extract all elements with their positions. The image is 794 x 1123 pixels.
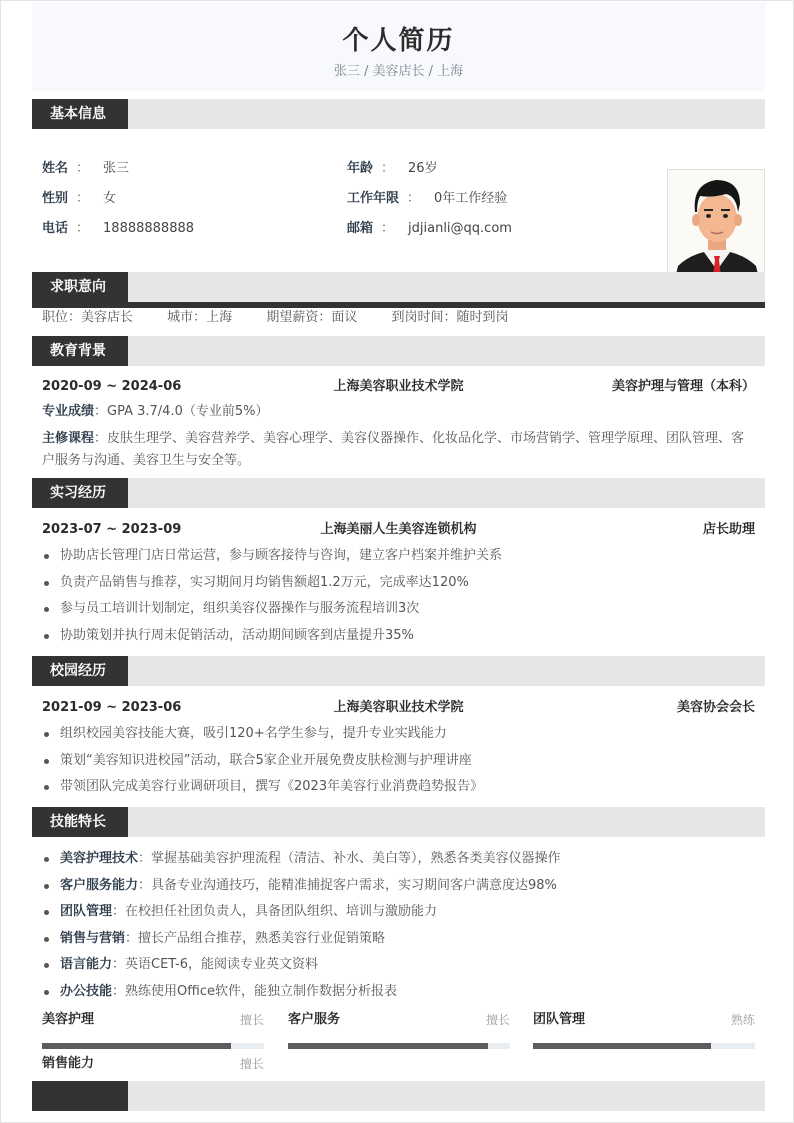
list-item: 策划“美容知识进校园”活动，联合5家企业开展免费皮肤检测与护理讲座: [42, 748, 755, 775]
section-header-skills: [32, 807, 765, 837]
education-block: [32, 366, 765, 478]
list-item: 协助策划并执行周末促销活动，活动期间顾客到店量提升35%: [42, 623, 755, 650]
education-gpa: [32, 401, 765, 423]
info-name: [42, 160, 129, 178]
skill-text: ：英语CET-6，能阅读专业英文资料: [112, 957, 319, 972]
list-item: 负责产品销售与推荐，实习期间月均销售额超1.2万元，完成率达120%: [42, 570, 755, 597]
intent-arrival: 到岗时间：随时到岗: [391, 310, 509, 325]
resume-header: [32, 2, 765, 91]
skill-text: ：具备专业沟通技巧，能精准捕捉客户需求，实习期间客户满意度达98%: [138, 877, 557, 893]
internship-list: [32, 543, 765, 649]
intent-position: 职位：美容店长: [42, 310, 134, 325]
list-item: 参与员工培训计划制定，组织美容仪器操作与服务流程培训3次: [42, 596, 755, 623]
info-label: 邮箱: [347, 221, 374, 236]
section-title-intent: 求职意向: [32, 272, 128, 302]
courses-label: 主修课程: [42, 431, 95, 446]
education-major: 美容护理与管理（本科）: [611, 379, 755, 394]
education-period: 2020-09 ~ 2024-06: [42, 379, 182, 394]
colon: ：: [381, 221, 395, 236]
info-phone: [42, 220, 194, 238]
skill-bar-level: 熟练: [730, 1013, 755, 1027]
section-header-next: [32, 1081, 765, 1111]
divider: [32, 302, 765, 308]
skill-bar-name: 团队管理: [533, 1012, 586, 1027]
education-school: 上海美容职业技术学院: [333, 379, 464, 394]
section-header-internship: [32, 478, 765, 508]
intent-city: 城市：上海: [167, 310, 233, 325]
skill-text: ：掌握基础美容护理流程（清洁、补水、美白等），熟悉各类美容仪器操作: [138, 851, 561, 866]
progress-track: [533, 1043, 755, 1049]
education-row: [32, 378, 765, 396]
campus-role: 美容协会会长: [676, 700, 755, 715]
info-value: 张三: [103, 161, 130, 176]
section-title-internship: 实习经历: [32, 478, 128, 508]
list-item: [42, 979, 755, 1006]
campus-row: [32, 699, 765, 717]
list-item: [42, 899, 755, 926]
skill-label: 美容护理技术: [60, 851, 139, 866]
internship-block: [32, 508, 765, 656]
skill-bar-name: 客户服务: [288, 1012, 341, 1027]
resume-page: [32, 1, 765, 1111]
colon: ：: [381, 161, 395, 176]
education-courses: [32, 428, 765, 478]
campus-block: [32, 686, 765, 807]
skill-label: 销售与营销: [60, 930, 126, 946]
colon: ：: [76, 161, 90, 176]
info-label: 姓名: [42, 161, 69, 176]
page-subtitle: 张三 / 美容店长 / 上海: [333, 64, 464, 79]
skill-text: ：在校担任社团负责人，具备团队组织、培训与激励能力: [112, 904, 438, 919]
info-years: [347, 190, 507, 208]
info-value: 女: [103, 191, 117, 206]
internship-company: 上海美丽人生美容连锁机构: [320, 522, 477, 537]
skill-bar-name: 美容护理: [42, 1012, 95, 1027]
info-gender: [42, 190, 116, 208]
section-title-next: [32, 1081, 128, 1111]
section-title-campus: 校园经历: [32, 656, 128, 686]
list-item: 组织校园美容技能大赛，吸引120+名学生参与，提升专业实践能力: [42, 721, 755, 748]
skill-label: 语言能力: [60, 957, 113, 972]
skill-bar-name: 销售能力: [42, 1056, 95, 1071]
list-item: 带领团队完成美容行业调研项目，撰写《2023年美容行业消费趋势报告》: [42, 774, 755, 801]
progress-fill: [533, 1043, 711, 1049]
colon: ：: [76, 191, 90, 206]
list-item: 协助店长管理门店日常运营，参与顾客接待与咨询，建立客户档案并维护关系: [42, 543, 755, 570]
skill-bar-item: [288, 1011, 510, 1049]
section-header-intent: [32, 272, 765, 302]
skill-label: 客户服务能力: [60, 877, 139, 893]
page-title: 个人简历: [342, 26, 455, 56]
skill-bar-level: 擅长: [239, 1057, 264, 1071]
list-item: [42, 926, 755, 953]
list-item: [42, 873, 755, 900]
internship-period: 2023-07 ~ 2023-09: [42, 522, 182, 537]
colon: ：: [407, 191, 421, 206]
section-header-education: [32, 336, 765, 366]
skill-bar-item: [533, 1011, 755, 1049]
info-label: 电话: [42, 221, 69, 236]
skill-text: ：熟练使用Office软件，能独立制作数据分析报表: [112, 983, 397, 999]
courses-value: ：皮肤生理学、美容营养学、美容心理学、美容仪器操作、化妆品化学、市场营销学、管理学原理、团队管理、客户服务与沟通、美容卫生与安全等。: [42, 431, 745, 468]
gpa-label: 专业成绩: [42, 404, 95, 419]
campus-period: 2021-09 ~ 2023-06: [42, 700, 182, 715]
internship-role: 店长助理: [702, 522, 755, 537]
list-item: [42, 846, 755, 873]
info-age: [347, 160, 438, 178]
skill-bar-level: 擅长: [239, 1013, 264, 1027]
colon: ：: [76, 221, 90, 236]
section-title-education: 教育背景: [32, 336, 128, 366]
internship-row: [32, 521, 765, 539]
skill-bar-item: [42, 1011, 264, 1049]
progress-track: [288, 1043, 510, 1049]
skill-text: ：擅长产品组合推荐，熟悉美容行业促销策略: [125, 930, 386, 946]
campus-org: 上海美容职业技术学院: [333, 700, 464, 715]
skills-list: [32, 837, 765, 1011]
progress-track: [42, 1043, 264, 1049]
gpa-value: ：GPA 3.7/4.0（专业前5%）: [94, 404, 269, 419]
info-label: 工作年限: [347, 191, 400, 206]
info-label: 年龄: [347, 161, 374, 176]
section-header-campus: [32, 656, 765, 686]
section-title-skills: 技能特长: [32, 807, 128, 837]
progress-fill: [288, 1043, 488, 1049]
section-header-basic: [32, 99, 765, 129]
list-item: [42, 952, 755, 979]
intent-salary: 期望薪资：面议: [266, 310, 358, 325]
basic-info: [32, 129, 765, 273]
skill-label: 办公技能: [60, 983, 113, 999]
section-title-basic: 基本信息: [32, 99, 128, 129]
campus-list: [32, 721, 765, 801]
skill-label: 团队管理: [60, 904, 113, 919]
info-value: 0年工作经验: [434, 191, 508, 206]
skill-bars: [32, 1011, 765, 1081]
skill-bar-level: 擅长: [485, 1013, 510, 1027]
info-label: 性别: [42, 191, 69, 206]
info-value: jdjianli@qq.com: [408, 221, 512, 236]
info-email: [347, 220, 512, 238]
info-value: 18888888888: [103, 221, 195, 236]
info-value: 26岁: [408, 161, 438, 176]
progress-fill: [42, 1043, 231, 1049]
